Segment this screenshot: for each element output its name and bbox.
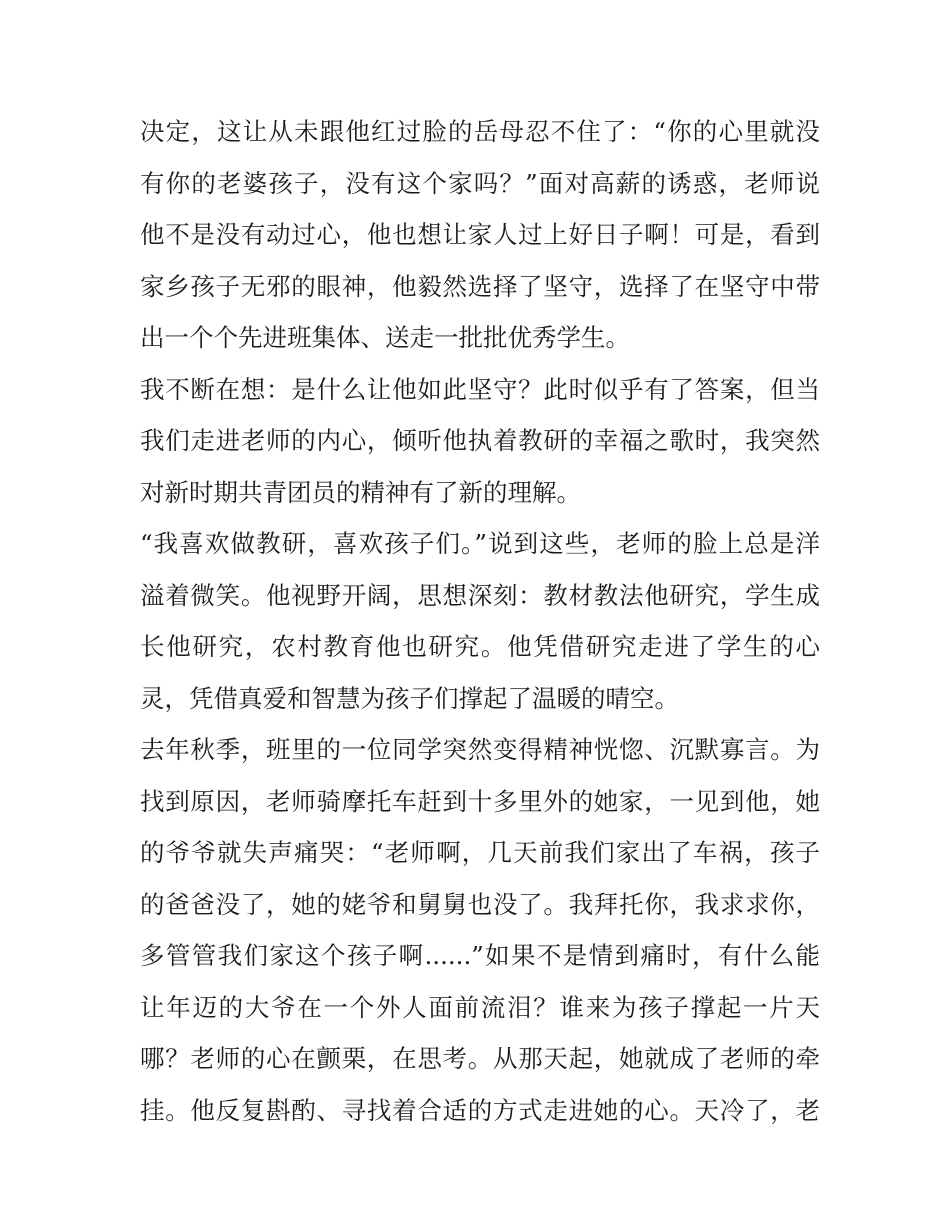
text-line: 哪？老师的心在颤栗，在思考。从那天起，她就成了老师的牵 <box>140 1044 820 1073</box>
text-line: 我们走进老师的内心，倾听他执着教研的幸福之歌时，我突然 <box>140 426 820 455</box>
text-line: 家乡孩子无邪的眼神，他毅然选择了坚守，选择了在坚守中带 <box>140 271 820 301</box>
text-line: 灵，凭借真爱和智慧为孩子们撑起了温暖的晴空。 <box>140 683 679 713</box>
text-line: 决定，这让从未跟他红过脸的岳母忍不住了：“你的心里就没 <box>140 117 820 146</box>
text-line: 的爷爷就失声痛哭：“老师啊，几天前我们家出了车祸，孩子 <box>140 838 820 867</box>
text-line: 去年秋季，班里的一位同学突然变得精神恍惚、沉默寡言。为 <box>140 735 820 764</box>
text-line: 我不断在想：是什么让他如此坚守？此时似乎有了答案，但当 <box>140 374 820 404</box>
text-line: 他不是没有动过心，他也想让家人过上好日子啊！可是，看到 <box>140 220 820 249</box>
text-line: 对新时期共青团员的精神有了新的理解。 <box>140 477 581 507</box>
text-line: 挂。他反复斟酌、寻找着合适的方式走进她的心。天冷了，老 <box>140 1095 820 1125</box>
text-line: 的爸爸没了，她的姥爷和舅舅也没了。我拜托你，我求求你， <box>140 889 820 919</box>
body-text <box>140 106 820 1136</box>
text-line: 有你的老婆孩子，没有这个家吗？”面对高薪的诱惑，老师说 <box>140 168 820 198</box>
text-line: “我喜欢做教研，喜欢孩子们。”说到这些，老师的脸上总是洋 <box>140 529 820 558</box>
text-line: 溢着微笑。他视野开阔，思想深刻：教材教法他研究，学生成 <box>140 580 820 610</box>
text-line: 多管管我们家这个孩子啊......”如果不是情到痛时，有什么能 <box>140 941 820 970</box>
text-line: 找到原因，老师骑摩托车赶到十多里外的她家，一见到他，她 <box>140 786 820 816</box>
text-line: 长他研究，农村教育他也研究。他凭借研究走进了学生的心 <box>140 632 820 661</box>
text-line: 让年迈的大爷在一个外人面前流泪？谁来为孩子撑起一片天 <box>140 992 820 1022</box>
text-line: 出一个个先进班集体、送走一批批优秀学生。 <box>140 323 630 352</box>
